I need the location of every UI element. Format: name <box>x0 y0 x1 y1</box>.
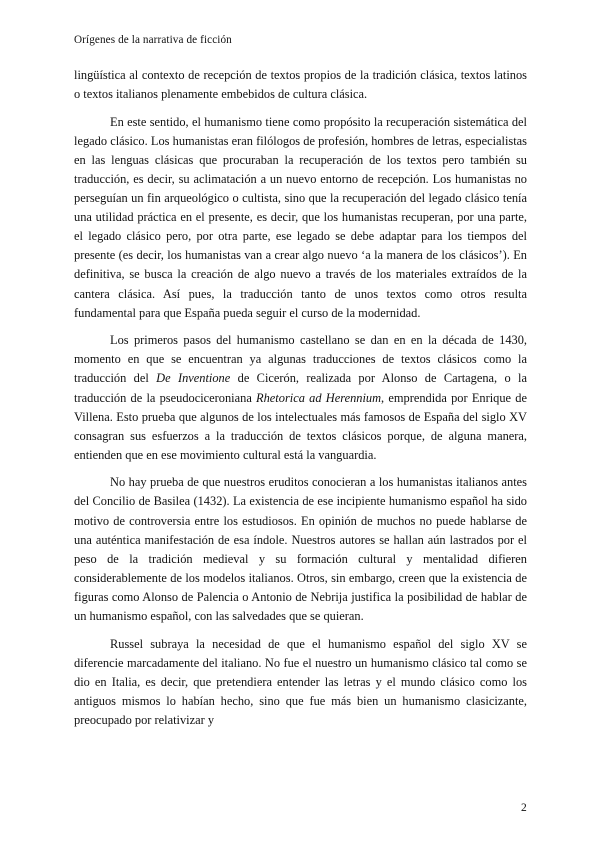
paragraph-3-part-1: Los primeros pasos del humanismo castellano se dan en en la década de 1430, momento en que se encuentran ya algunas traducciones de textos clásicos como la traducción del <box>74 333 527 386</box>
page-number: 2 <box>521 802 527 814</box>
paragraph-3-part-3: , emprendida por Enrique de Villena. Esto prueba que algunos de los intelectuales más famosos de España del siglo XV consagran sus esfuerzos a la traducción de textos clásicos porque, de alguna manera, entienden que en ese movimiento cultural está la vanguardia. <box>74 390 527 462</box>
paragraph-4: No hay prueba de que nuestros eruditos conocieran a los humanistas italianos antes del Concilio de Basilea (1432). La existencia de ese incipiente humanismo español ha sido motivo de controversia entre los estudiosos. En opinión de muchos no puede hablarse de una auténtica manifestación de esa índole. Nuestros autores se hallan aún lastrados por el peso de la tradición medieval y su formación cultural y mentalidad difieren considerablemente de los modelos italianos. Otros, sin embargo, creen que la existencia de figuras como Alonso de Palencia o Antonio de Nebrija justifica la posibilidad de hablar de un humanismo español, con las salvedades que se quieran. <box>74 475 527 624</box>
paragraph-1: lingüística al contexto de recepción de textos propios de la tradición clásica, textos latinos o textos italianos plenamente embebidos de cultura clásica. <box>74 68 527 102</box>
title-rhetorica-ad-herennium: Rhetorica ad Herennium <box>256 390 382 405</box>
body-text <box>74 66 527 739</box>
paragraph-2: En este sentido, el humanismo tiene como propósito la recuperación sistemática del legado clásico. Los humanistas eran filólogos de profesión, hombres de letras, especialistas en las lenguas clásicas que procuraban la recuperación de los textos pero también su traducción, es decir, su aclimatación a un nuevo entorno de recepción. Los humanistas no perseguían un fin arqueológico o cultista, sino que la recuperación del legado clásico tenía una utilidad práctica en el presente, es decir, que los humanistas recuperan, por una parte, el legado clásico pero, por otra parte, ese legado se debe adaptar para los tiempos del presente (es decir, los humanistas van a crear algo nuevo ‘a la manera de los clásicos’). En definitiva, se busca la creación de algo nuevo a través de los materiales extraídos de la cantera clásica. Así pues, la traducción tanto de unos textos como otros resulta fundamental para que España pueda seguir el curso de la modernidad. <box>74 114 527 320</box>
title-de-inventione: De Inventione <box>156 371 231 386</box>
paragraph-3 <box>74 331 527 465</box>
paragraph-3-part-2: de Cicerón, realizada por Alonso de Cartagena, o la traducción de la pseudociceroniana <box>74 371 528 405</box>
running-header: Orígenes de la narrativa de ficción <box>74 34 232 46</box>
paragraph-5: Russel subraya la necesidad de que el humanismo español del siglo XV se diferencie marcadamente del italiano. No fue el nuestro un humanismo clásico tal como se dio en Italia, es decir, que pretendiera entender las letras y el mundo clásico como los antiguos mismos lo habían hecho, sino que fue más bien un humanismo clasicizante, preocupado por relativizar y <box>74 636 527 727</box>
